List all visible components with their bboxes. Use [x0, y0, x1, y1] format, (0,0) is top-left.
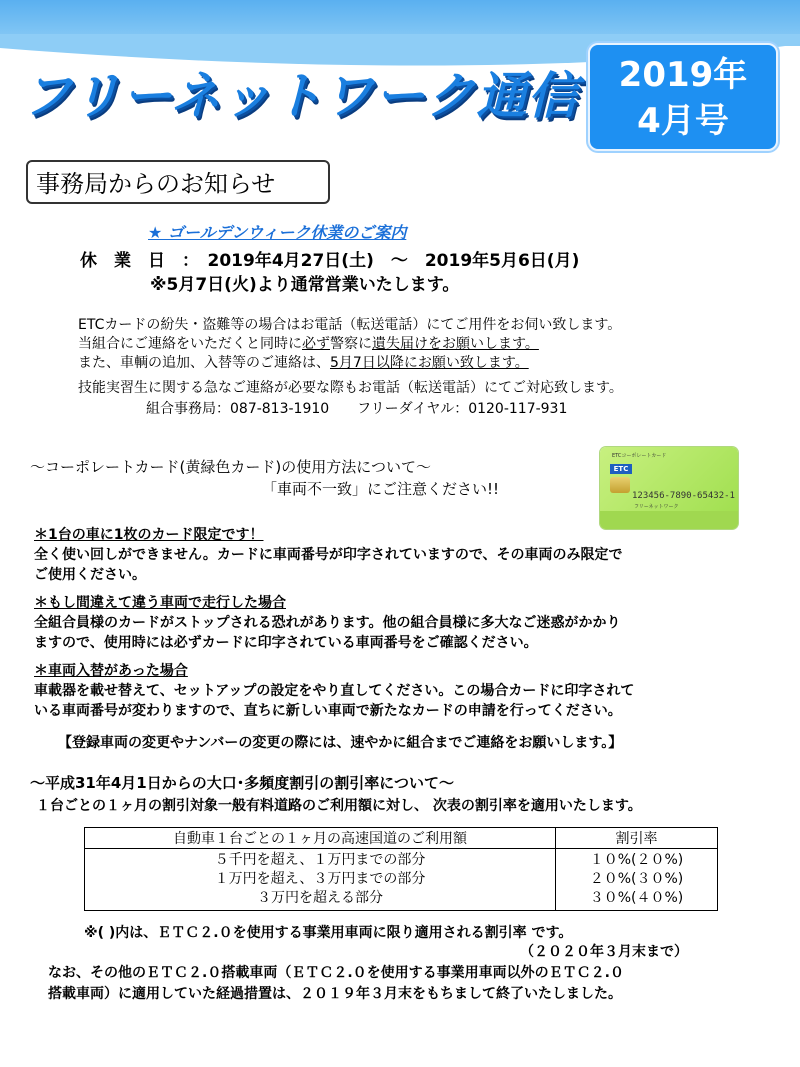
- note1: ※( )内は、ＥＴＣ２.０を使用する事業用車両に限り適用される割引率 です。: [84, 925, 573, 941]
- s3-line1: 車載器を載せ替えて、セットアップの設定をやり直してください。この場合カードに印字されて: [34, 683, 635, 699]
- s2-line1: 全組合員様のカードがストップされる恐れがあります。他の組合員様に多大なご迷惑がかかり: [34, 615, 621, 631]
- trainee-text: 技能実習生に関する急なご連絡が必要な際もお電話（転送電話）にてご対応致します。: [78, 380, 623, 396]
- col-header-amount: 自動車１台ごとの１ヶ月の高速国道のご利用額: [85, 828, 556, 849]
- s3-line2: いる車両番号が変わりますので、直ちに新しい車両で新たなカードの申請を行ってください。: [34, 703, 622, 719]
- s3-title: ＊車両入替があった場合: [34, 663, 188, 679]
- s3-note: 【登録車両の変更やナンバーの変更の際には、速やかに組合までご連絡をお願いします。】: [58, 735, 623, 751]
- card-title: ETCコーポレートカード: [612, 453, 667, 459]
- range-1: ５千円を超え、１万円までの部分: [214, 852, 426, 868]
- police-u1: 必ず: [302, 336, 330, 352]
- s2-line2: ますので、使用時には必ずカードに印字されている車両番号をご確認ください。: [34, 635, 538, 651]
- rate-cell: [556, 849, 718, 911]
- amount-cell: [85, 849, 556, 911]
- police-pre: 当組合にご連絡をいただくと同時に: [78, 336, 302, 352]
- etc-logo: ETC: [610, 464, 632, 474]
- etc-lost-text: ETCカードの紛失・盗難等の場合はお電話（転送電話）にてご用件をお伺い致します。: [78, 317, 622, 333]
- table-row: [85, 849, 718, 911]
- col-header-rate: 割引率: [556, 828, 718, 849]
- resume-line: ※5月7日(火)より通常営業いたします。: [150, 275, 460, 295]
- s2-title: ＊もし間違えて違う車両で走行した場合: [34, 595, 286, 611]
- issue-month: 4月号: [637, 101, 729, 141]
- note2-line1: なお、その他のＥＴＣ２.０搭載車両（ＥＴＣ２.０を使用する事業用車両以外のＥＴＣ２.０: [48, 965, 624, 981]
- vehicle-u: 5月7日以降にお願い致します。: [330, 355, 529, 371]
- vehicle-pre: また、車輌の追加、入替等のご連絡は、: [78, 355, 330, 371]
- corporate-heading: ～コーポレートカード(黄緑色カード)の使用方法について～: [30, 458, 431, 476]
- holiday-line: 休 業 日 ： 2019年4月27日(土) ～ 2019年5月6日(月): [80, 251, 580, 271]
- chip-icon: [610, 477, 630, 493]
- card-brand: フリーネットワーク: [634, 504, 679, 510]
- vehicle-text: [78, 352, 529, 372]
- discount-table: [84, 827, 718, 911]
- card-number: 123456-7890-65432-1: [632, 491, 735, 501]
- s1-title: ＊1台の車に1枚のカード限定です！: [34, 527, 264, 543]
- table-header-row: [85, 828, 718, 849]
- note2-line2: 搭載車両）に適用していた経過措置は、２０１９年３月末をもちまして終了いたしました。: [48, 986, 622, 1002]
- police-u2: 遺失届けをお願いします。: [372, 336, 539, 352]
- rate-3: ３０%(４０%): [589, 890, 684, 906]
- card-stripe: [600, 511, 738, 529]
- issue-year: 2019年: [618, 55, 748, 95]
- police-mid: 警察に: [330, 336, 372, 352]
- s1-line1: 全く使い回しができません。カードに車両番号が印字されていますので、その車両のみ限定で: [34, 547, 623, 563]
- note1-period: （２０２０年３月末まで）: [520, 944, 688, 960]
- corporate-caution: 「車両不一致」にご注意ください!!: [262, 480, 500, 498]
- contact-text: 組合事務局：087-813-1910 フリーダイヤル：0120-117-931: [146, 401, 568, 417]
- issue-badge: [588, 43, 778, 151]
- gw-title: ★ ゴールデンウィーク休業のご案内: [148, 223, 407, 242]
- newsletter-title: フリーネットワーク通信: [22, 67, 579, 125]
- rate-2: ２０%(３０%): [589, 871, 684, 887]
- s1-line2: ご使用ください。: [34, 567, 146, 583]
- police-text: [78, 333, 539, 353]
- notice-heading: 事務局からのお知らせ: [26, 160, 330, 204]
- range-3: ３万円を超える部分: [257, 890, 383, 906]
- discount-intro: １台ごとの１ヶ月の割引対象一般有料道路のご利用額に対し、 次表の割引率を適用いたします。: [36, 798, 642, 814]
- discount-heading: ～平成31年4月1日からの大口･多頻度割引の割引率について～: [30, 774, 454, 792]
- rate-1: １０%(２０%): [589, 852, 684, 868]
- etc-card-image: [600, 447, 738, 529]
- range-2: １万円を超え、３万円までの部分: [214, 871, 426, 887]
